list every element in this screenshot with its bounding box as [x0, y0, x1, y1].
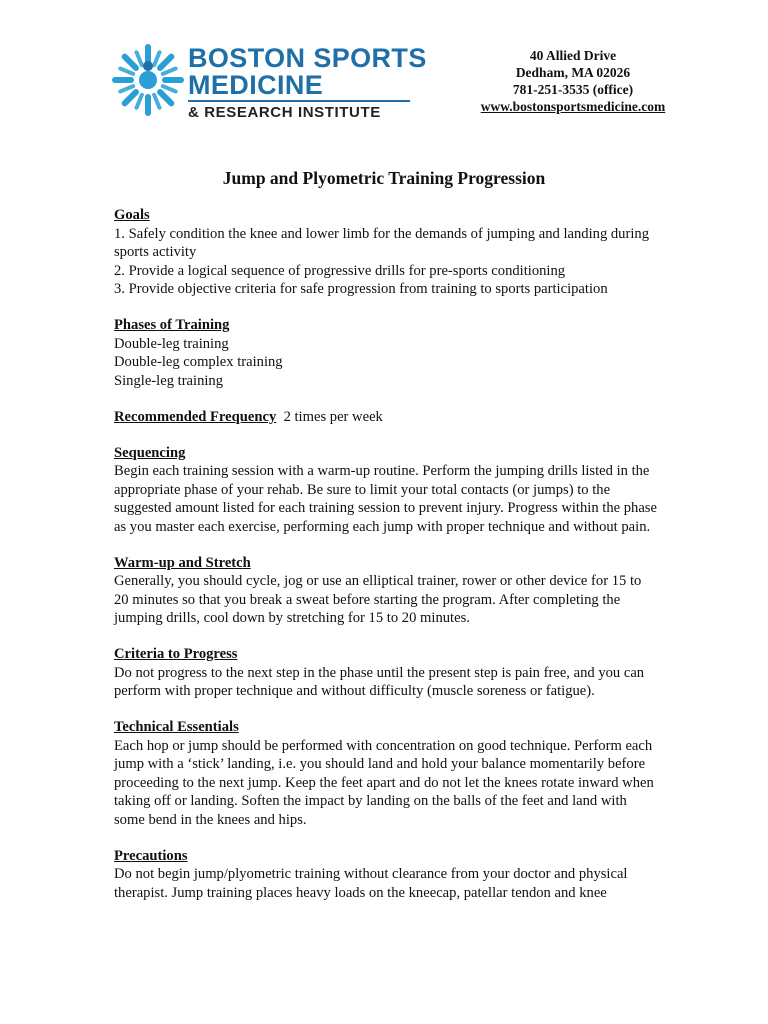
section-criteria [114, 645, 659, 701]
list-item: 2. Provide a logical sequence of progressive drills for pre-sports conditioning [114, 262, 566, 279]
logo-divider [188, 100, 410, 102]
section-heading: Phases of Training [114, 317, 230, 333]
section-heading: Recommended Frequency [114, 408, 277, 425]
list-item: 1. Safely condition the knee and lower limb for the demands of jumping and landing during sports activity [114, 225, 649, 260]
address-block [468, 47, 678, 115]
section-sequencing [114, 444, 659, 537]
section-heading: Sequencing [114, 444, 186, 461]
document-title: Jump and Plyometric Training Progression [222, 168, 546, 188]
section-phases [114, 316, 659, 390]
logo-line-1: BOSTON SPORTS [188, 43, 427, 73]
section-precautions [114, 847, 659, 903]
list-item: Double-leg complex training [114, 354, 283, 370]
list-item: 3. Provide objective criteria for safe progression from training to sports participation [114, 281, 608, 297]
section-heading: Warm-up and Stretch [114, 554, 251, 571]
address-city: Dedham, MA 02026 [515, 65, 631, 80]
list-item: Double-leg training [114, 335, 229, 352]
website-link[interactable]: www.bostonsportsmedicine.com [480, 99, 666, 114]
section-goals [114, 206, 659, 299]
address-street: 40 Allied Drive [529, 48, 617, 63]
section-text: Do not begin jump/plyometric training without clearance from your doctor and physical therapist. Jump training places heavy loads on the kneecap, patellar tendon and knee [114, 866, 628, 901]
institute-logo [108, 40, 428, 120]
section-frequency [114, 408, 659, 427]
section-text: Each hop or jump should be performed with concentration on good technique. Perform each jump with a ‘stick’ landing, i.e. you should land and hold your balance momentarily before proceeding to the next jump. Keep the feet apart and do not let the knees rotate inward when taking off or landing. Soften the impact by landing on the balls of the feet and land with some bend in the knees and hips. [114, 737, 654, 828]
section-text: Begin each training session with a warm-up routine. Perform the jumping drills listed in the appropriate phase of your rehab. Be sure to limit your total contacts (or jumps) to the suggested amount listed for each training session to prevent injury. Progress within the phase as you master each exercise, performing each jump with proper technique and without pain. [114, 463, 657, 535]
section-warmup [114, 554, 659, 628]
section-technical [114, 718, 659, 829]
logo-line-2: MEDICINE [188, 70, 324, 100]
section-heading: Goals [114, 207, 150, 223]
list-item: Single-leg training [114, 372, 224, 389]
section-heading: Precautions [114, 847, 188, 864]
starburst-figure-icon [108, 40, 188, 120]
section-text: Generally, you should cycle, jog or use an elliptical trainer, rower or other device for 15 to 20 minutes so that you break a sweat before starting the program. After completing the jumping drills, cool down by stretching for 15 to 20 minutes. [114, 573, 642, 626]
document-body [114, 206, 659, 920]
logo-wordmark [188, 44, 427, 122]
section-heading: Criteria to Progress [114, 646, 238, 662]
section-text: Do not progress to the next step in the phase until the present step is pain free, and you can perform with proper technique and without difficulty (muscle soreness or fatigue). [114, 664, 645, 699]
section-heading: Technical Essentials [114, 719, 239, 735]
address-phone: 781-251-3535 (office) [512, 82, 634, 97]
frequency-value: 2 times per week [283, 408, 383, 425]
logo-line-3: & RESEARCH INSTITUTE [188, 104, 381, 121]
